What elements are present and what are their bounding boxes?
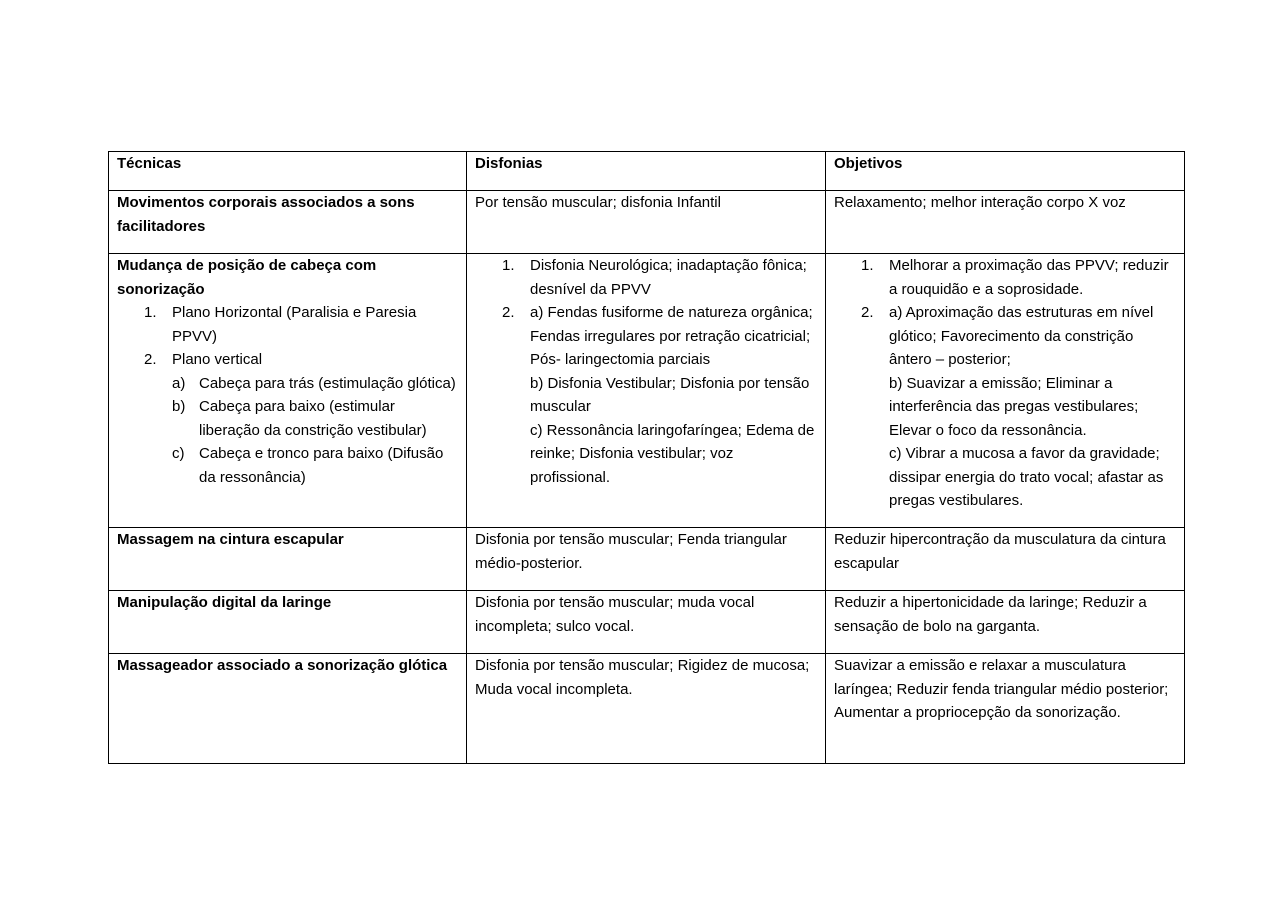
- tecnica-text: Massageador associado a sonorização glótica: [117, 657, 448, 674]
- list-marker: 2.: [861, 304, 874, 321]
- list-item: [117, 348, 458, 489]
- disfonia-text: Por tensão muscular; disfonia Infantil: [475, 194, 721, 211]
- disfonia-cell: [467, 528, 826, 591]
- list-item: [834, 254, 1176, 301]
- table-row: [109, 191, 1185, 254]
- objetivo-cell: [826, 254, 1185, 528]
- sub-list-item-text: Cabeça e tronco para baixo (Difusão da ressonância): [199, 445, 444, 486]
- sub-list-item: [172, 395, 458, 442]
- sub-list-item-text: Cabeça para trás (estimulação glótica): [199, 374, 456, 392]
- tecnica-cell: [109, 528, 467, 591]
- tecnica-text: Massagem na cintura escapular: [117, 531, 344, 548]
- header-cell-tecnicas: [109, 152, 467, 191]
- list-item-text: a) Fendas fusiforme de natureza orgânica; Fendas irregulares por retração cicatricial; Pós- laringectomia parciais: [530, 304, 813, 368]
- list-item-text: Disfonia Neurológica; inadaptação fônica; desnível da PPVV: [530, 257, 807, 298]
- list-item-text: Melhorar a proximação das PPVV; reduzir a rouquidão e a soprosidade.: [889, 257, 1169, 298]
- list-item: [834, 301, 1176, 513]
- list-item: [475, 301, 817, 489]
- list-marker: 2.: [144, 351, 157, 368]
- disfonia-cell: [467, 591, 826, 654]
- disfonia-cell: [467, 254, 826, 528]
- objetivo-text: Relaxamento; melhor interação corpo X voz: [834, 194, 1126, 211]
- tecnica-text: Mudança de posição de cabeça com sonorização: [117, 257, 377, 298]
- disfonia-text: Disfonia por tensão muscular; muda vocal incompleta; sulco vocal.: [475, 594, 755, 635]
- list-item-text: a) Aproximação das estruturas em nível glótico; Favorecimento da constrição ântero – posterior;: [889, 304, 1154, 368]
- disfonia-cell: [467, 654, 826, 764]
- list-marker: 2.: [502, 304, 515, 321]
- tecnica-text: Manipulação digital da laringe: [117, 594, 332, 611]
- list-item-text-b: b) Disfonia Vestibular; Disfonia por tensão muscular: [530, 374, 810, 415]
- objetivo-text: Reduzir hipercontração da musculatura da cintura escapular: [834, 531, 1166, 572]
- list-item-text-c: c) Ressonância laringofaríngea; Edema de reinke; Disfonia vestibular; voz profissional.: [530, 421, 815, 486]
- header-objetivos: Objetivos: [834, 155, 903, 172]
- disfonia-text: Disfonia por tensão muscular; Fenda triangular médio-posterior.: [475, 531, 787, 572]
- list-item-text-b: b) Suavizar a emissão; Eliminar a interferência das pregas vestibulares; Elevar o foco da ressonância.: [889, 374, 1139, 439]
- list-item-text-c: c) Vibrar a mucosa a favor da gravidade; dissipar energia do trato vocal; afastar as pregas vestibulares.: [889, 445, 1164, 509]
- sub-list: [172, 372, 458, 490]
- list-item: [475, 254, 817, 301]
- objetivo-text: Reduzir a hipertonicidade da laringe; Reduzir a sensação de bolo na garganta.: [834, 594, 1147, 635]
- table-row: [109, 654, 1185, 764]
- table-row: [109, 254, 1185, 528]
- list-item-text: Plano vertical: [172, 351, 263, 368]
- header-disfonias: Disfonias: [475, 155, 543, 172]
- tecnica-cell: [109, 191, 467, 254]
- tecnica-cell: [109, 654, 467, 764]
- header-cell-objetivos: [826, 152, 1185, 191]
- sub-list-item: [172, 372, 458, 396]
- disfonia-text: Disfonia por tensão muscular; Rigidez de mucosa; Muda vocal incompleta.: [475, 657, 810, 698]
- sub-list-marker: a): [172, 374, 186, 392]
- disfonia-cell: [467, 191, 826, 254]
- header-tecnicas: Técnicas: [117, 155, 182, 172]
- sub-list-item-text: Cabeça para baixo (estimular liberação da constrição vestibular): [199, 398, 427, 439]
- list-marker: 1.: [144, 304, 157, 321]
- table-row: [109, 591, 1185, 654]
- table-header-row: [109, 152, 1185, 191]
- techniques-table: [108, 151, 1185, 764]
- tecnica-cell: [109, 591, 467, 654]
- list-item: [117, 301, 458, 348]
- objetivo-text: Suavizar a emissão e relaxar a musculatura laríngea; Reduzir fenda triangular médio posterior; Aumentar a propriocepção da sonorização.: [834, 657, 1169, 721]
- objetivo-list: [834, 254, 1176, 513]
- disfonia-list: [475, 254, 817, 489]
- tecnica-cell: [109, 254, 467, 528]
- objetivo-cell: [826, 654, 1185, 764]
- tecnica-list: [117, 301, 458, 489]
- header-cell-disfonias: [467, 152, 826, 191]
- objetivo-cell: [826, 528, 1185, 591]
- objetivo-cell: [826, 191, 1185, 254]
- tecnica-text: Movimentos corporais associados a sons facilitadores: [117, 194, 415, 235]
- sub-list-item: [172, 442, 458, 489]
- list-item-text: Plano Horizontal (Paralisia e Paresia PPVV): [172, 304, 417, 345]
- sub-list-marker: c): [172, 445, 185, 462]
- list-marker: 1.: [502, 257, 515, 274]
- list-marker: 1.: [861, 257, 874, 274]
- objetivo-cell: [826, 591, 1185, 654]
- sub-list-marker: b): [172, 398, 186, 415]
- table-row: [109, 528, 1185, 591]
